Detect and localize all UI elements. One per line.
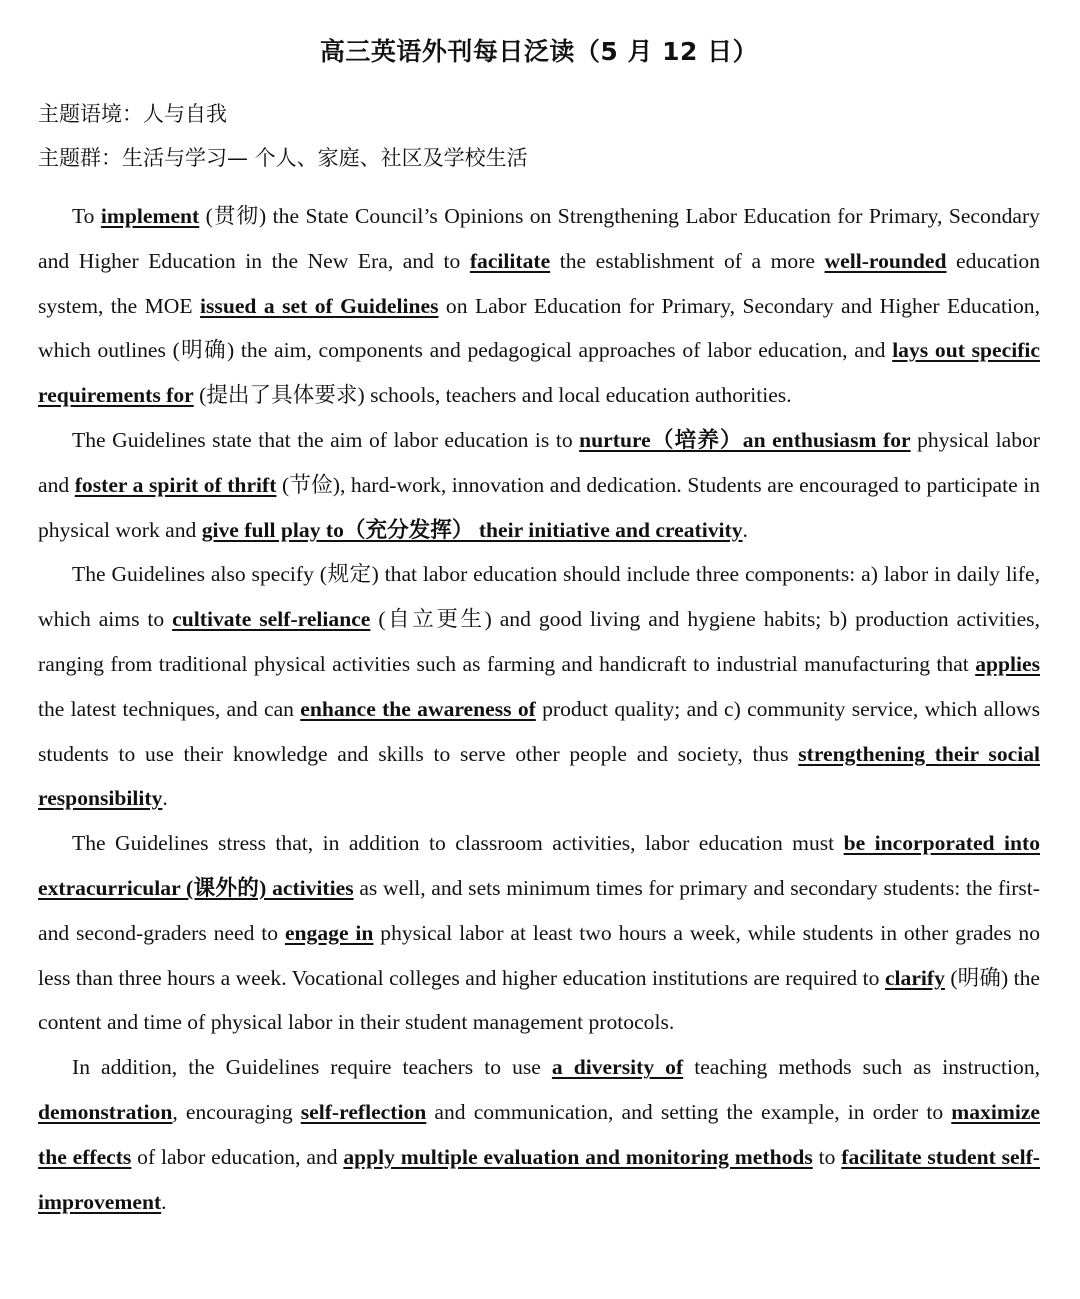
text-segment: teaching methods such as instruction, [683,1055,1041,1080]
theme-context: 主题语境：人与自我 [38,102,227,126]
key-phrase: apply multiple evaluation and monitoring methods [343,1144,813,1169]
key-phrase: extracurricular (课外的) activities [38,875,354,900]
text-segment: education system, the MOE [38,248,1040,318]
text-segment: . [742,517,748,542]
key-phrase: facilitate [469,248,551,273]
article-paragraph [38,821,1040,1045]
key-phrase: foster a spirit of thrift [74,472,277,497]
key-phrase: demonstration [38,1099,173,1124]
text-segment: and communication, and setting the example, in order to [426,1099,952,1124]
text-segment: physical labor and [38,427,1040,497]
key-phrase: maximize the effects [38,1099,1040,1169]
text-segment: . [161,1189,167,1214]
article-paragraph [38,194,1040,418]
key-phrase: cultivate self-reliance [172,607,371,632]
key-phrase: engage in [284,920,374,945]
key-phrase: well-rounded [824,248,947,273]
key-phrase: enhance the awareness of [300,696,536,721]
text-segment: (提出了具体要求) schools, teachers and local education authorities. [193,383,792,408]
key-phrase: be incorporated into [843,831,1040,856]
key-phrase: nurture（培养）an enthusiasm for [579,427,911,452]
key-phrase: applies [975,651,1040,676]
text-segment: The Guidelines state that the aim of labor education is to [72,427,580,452]
text-segment: . [162,786,168,811]
key-phrase: strengthening their social responsibility [38,741,1041,811]
page-title: 高三英语外刊每日泛读（5 月 12 日） [319,37,759,66]
text-segment: The Guidelines also specify (规定) that labor education should include three components: a) labor in daily life, which aims to [38,562,1040,632]
text-segment: the latest techniques, and can [38,696,301,721]
text-segment: (明确) the content and time of physical labor in their student management protocols. [38,965,1040,1035]
article-paragraph [38,418,1040,552]
key-phrase: implement [100,204,200,228]
key-phrase: give full play to（充分发挥） their initiative and creativity [201,517,743,542]
text-segment: to [812,1144,842,1169]
text-segment: of labor education, and [131,1144,344,1169]
key-phrase: a diversity of [551,1055,684,1080]
theme-group: 主题群：生活与学习— 个人、家庭、社区及学校生活 [38,146,528,170]
article-paragraph [38,552,1040,821]
text-segment: (节俭), hard-work, innovation and dedication. Students are encouraged to participate in physical work and [38,472,1041,542]
text-segment: (贯彻) the State Council’s Opinions on Strengthening Labor Education for Primary, Secondary and Higher Education in the New Era, and to [38,204,1040,273]
key-phrase: issued a set of Guidelines [200,293,439,318]
text-segment: (自立更生) and good living and hygiene habits; b) production activities, ranging from traditional physical activities such as farming and handicraft to industrial manufacturing that [38,607,1040,676]
article-body [38,194,1040,1224]
text-segment: the establishment of a more [550,248,825,273]
text-segment: The Guidelines stress that, in addition to classroom activities, labor education must [72,831,844,856]
key-phrase: lays out specific requirements for [38,338,1040,408]
text-segment: In addition, the Guidelines require teachers to use [72,1055,552,1080]
key-phrase: self-reflection [300,1099,427,1124]
article-paragraph [38,1045,1040,1224]
text-segment: To [72,204,101,228]
key-phrase: clarify [884,965,945,990]
text-segment: physical labor at least two hours a week, while students in other grades no less than three hours a week. Vocational colleges and higher education institutions are required to [38,920,1040,990]
text-segment: product quality; and c) community service, which allows students to use their knowledge and skills to serve other people and society, thus [38,696,1040,766]
key-phrase: facilitate student self-improvement [38,1144,1040,1214]
text-segment: , encouraging [172,1099,301,1124]
text-segment: on Labor Education for Primary, Secondary and Higher Education, which outlines (明确) the aim, components and pedagogical approaches of labor education, and [38,293,1040,363]
text-segment: as well, and sets minimum times for primary and secondary students: the first- and second-graders need to [38,875,1040,945]
